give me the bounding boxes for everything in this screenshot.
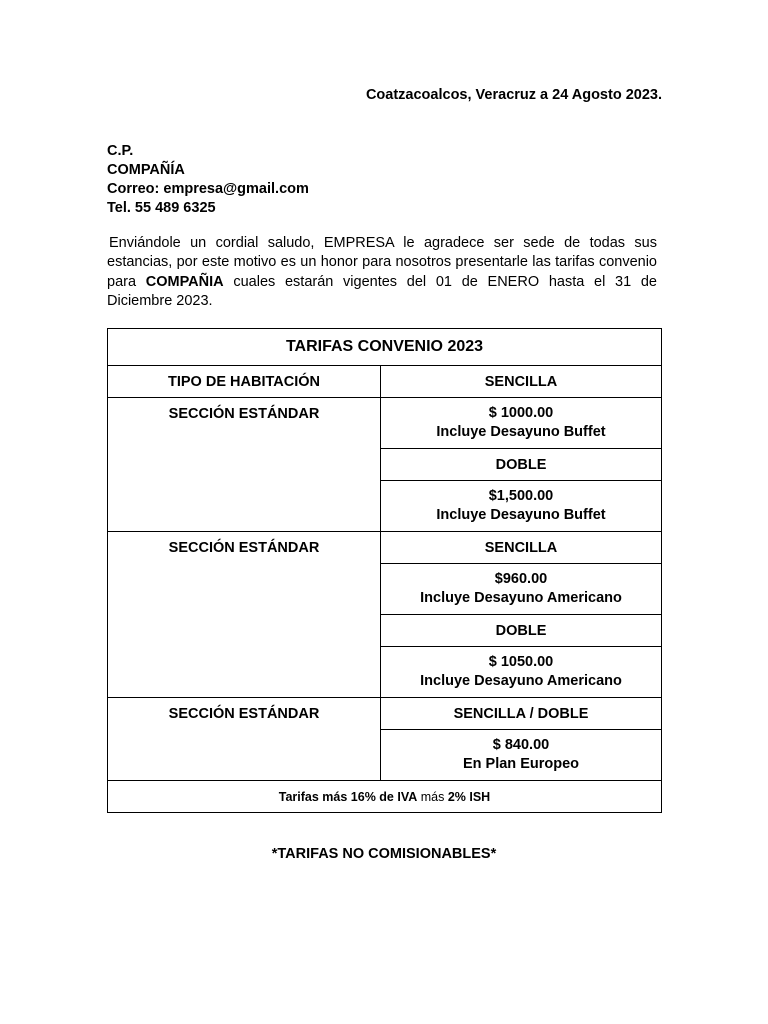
rate-cell [381,647,662,698]
section-name: SECCIÓN ESTÁNDAR [108,398,381,532]
room-option: SENCILLA [381,532,662,564]
room-option: DOBLE [381,449,662,481]
column-header-room-type: TIPO DE HABITACIÓN [108,366,381,398]
recipient-email: Correo: empresa@gmail.com [107,181,309,197]
rate-price: $960.00 [494,571,548,587]
rate-description: Incluye Desayuno Americano [420,673,622,689]
table-title: TARIFAS CONVENIO 2023 [108,329,662,366]
section-name: SECCIÓN ESTÁNDAR [108,532,381,698]
rates-table [107,328,662,813]
tax-note-part2: más [417,789,448,804]
rate-price: $1,500.00 [488,488,554,504]
recipient-block [107,142,309,218]
tax-note-part3: 2% ISH [447,789,491,804]
body-text-part2: cuales estarán vigentes del 01 de ENERO hasta el 31 de Diciembre 2023. [107,273,657,309]
room-option: SENCILLA / DOBLE [381,698,662,730]
body-company: COMPAÑIA [145,273,224,290]
recipient-line: C.P. [107,143,134,159]
body-paragraph [107,234,657,311]
rate-description: En Plan Europeo [462,756,579,772]
room-option: DOBLE [381,615,662,647]
rate-description: Incluye Desayuno Buffet [436,424,606,440]
no-commission-note: *TARIFAS NO COMISIONABLES* [271,846,497,862]
column-header-rate: SENCILLA [381,366,662,398]
body-text-part1: Enviándole un cordial saludo, EMPRESA le agradece ser sede de todas sus estancias, por este motivo es un honor para nosotros presentarle las tarifas convenio para [107,235,657,290]
rate-cell [381,481,662,532]
table-footer-tax-note [108,781,662,813]
rate-price: $ 1000.00 [488,405,554,421]
tax-note-part1: Tarifas más 16% de IVA [278,789,418,804]
date-line: Coatzacoalcos, Veracruz a 24 Agosto 2023. [365,87,662,103]
section-name: SECCIÓN ESTÁNDAR [108,698,381,781]
rate-cell [381,398,662,449]
rate-price: $ 1050.00 [488,654,554,670]
rate-price: $ 840.00 [492,737,550,753]
rate-description: Incluye Desayuno Buffet [436,507,606,523]
rate-cell [381,564,662,615]
recipient-company: COMPAÑÍA [107,162,185,178]
rate-description: Incluye Desayuno Americano [420,590,622,606]
rate-cell [381,730,662,781]
recipient-phone: Tel. 55 489 6325 [107,200,216,216]
